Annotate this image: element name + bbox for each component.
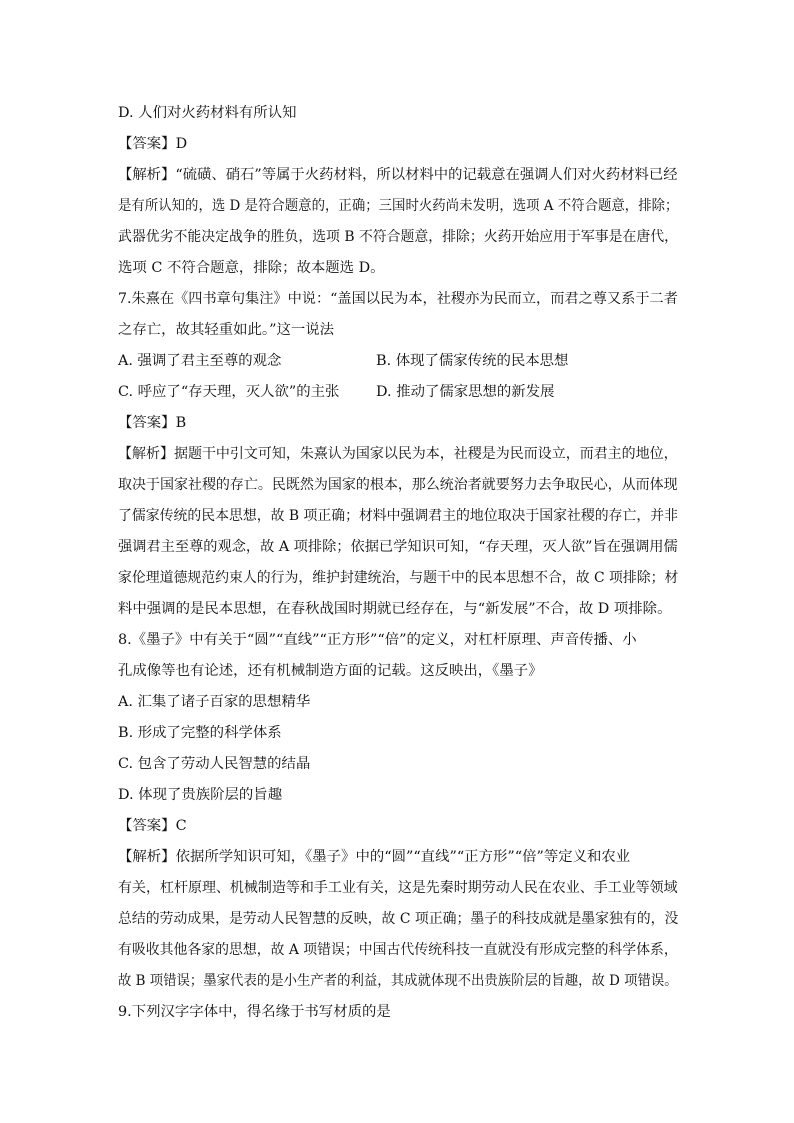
q7-analysis-line-6: 料中强调的是民本思想，在春秋战国时期就已经存在，与“新发展”不合，故 D 项排除。 — [118, 601, 672, 617]
q7-stem-line-2: 之存亡，故其轻重如此。”这一说法 — [118, 322, 335, 338]
q7-analysis-line-4: 强调君主至尊的观念，故 A 项排除；依据已学知识可知，“存天理，灭人欲”旨在强调用儒 — [118, 539, 678, 555]
q7-option-b: B. 体现了儒家传统的民本思想 — [376, 353, 569, 369]
q6-answer: 【答案】D — [118, 136, 188, 152]
q8-option-d: D. 体现了贵族阶层的旨趣 — [118, 787, 283, 803]
q8-analysis-line-4: 有吸收其他各家的思想，故 A 项错误；中国古代传统科技一直就没有形成完整的科学体系， — [118, 942, 678, 958]
q7-analysis-line-3: 了儒家传统的民本思想，故 B 项正确；材料中强调君主的地位取决于国家社稷的存亡，并非 — [118, 508, 678, 524]
q7-analysis-line-2: 取决于国家社稷的存亡。民既然为国家的根本，那么统治者就要努力去争取民心，从而体现 — [118, 477, 678, 493]
q8-option-a: A. 汇集了诸子百家的思想精华 — [118, 694, 311, 710]
q7-option-c: C. 呼应了“存天理，灭人欲”的主张 — [118, 384, 340, 400]
q6-analysis-line-2: 是有所认知的，选 D 是符合题意的，正确；三国时火药尚未发明，选项 A 不符合题意，排除； — [118, 198, 679, 214]
q7-stem-line-1: 7.朱熹在《四书章句集注》中说：“盖国以民为本，社稷亦为民而立，而君之尊又系于二者 — [118, 291, 678, 307]
q7-analysis-line-1: 【解析】据题干中引文可知，朱熹认为国家以民为本，社稷是为民而设立，而君主的地位， — [118, 446, 678, 462]
q8-option-c: C. 包含了劳动人民智慧的结晶 — [118, 756, 311, 772]
q6-analysis-line-4: 选项 C 不符合题意，排除；故本题选 D。 — [118, 260, 385, 276]
q7-answer: 【答案】B — [118, 415, 187, 431]
q8-analysis-line-5: 故 B 项错误；墨家代表的是小生产者的利益，其成就体现不出贵族阶层的旨趣，故 D 项错误。 — [118, 973, 678, 989]
q7-options-row-2 — [118, 377, 678, 408]
q9-stem: 9.下列汉字字体中，得名缘于书写材质的是 — [118, 1004, 391, 1020]
q8-analysis-line-1: 【解析】依据所学知识可知，《墨子》中的“圆”“直线”“正方形”“倍”等定义和农业 — [118, 849, 631, 865]
q6-option-d: D. 人们对火药材料有所认知 — [118, 105, 297, 121]
q7-options-row-1 — [118, 346, 678, 377]
q8-analysis-line-2: 有关，杠杆原理、机械制造等和手工业有关，这是先秦时期劳动人民在农业、手工业等领域 — [118, 880, 678, 896]
q7-analysis-line-5: 家伦理道德规范约束人的行为，维护封建统治，与题干中的民本思想不合，故 C 项排除；材 — [118, 570, 679, 586]
q7-option-d: D. 推动了儒家思想的新发展 — [376, 384, 555, 400]
q6-analysis-line-3: 武器优劣不能决定战争的胜负，选项 B 不符合题意，排除；火药开始应用于军事是在唐代， — [118, 229, 678, 245]
q8-stem-line-1: 8.《墨子》中有关于“圆”“直线”“正方形”“倍”的定义，对杠杆原理、声音传播、小 — [118, 632, 637, 648]
q8-analysis-line-3: 总结的劳动成果，是劳动人民智慧的反映，故 C 项正确；墨子的科技成就是墨家独有的，没 — [118, 911, 679, 927]
q8-option-b: B. 形成了完整的科学体系 — [118, 725, 282, 741]
q8-stem-line-2: 孔成像等也有论述，还有机械制造方面的记载。这反映出，《墨子》 — [118, 663, 543, 679]
q8-answer: 【答案】C — [118, 818, 187, 834]
document-page — [118, 98, 678, 1028]
q7-option-a: A. 强调了君主至尊的观念 — [118, 353, 282, 369]
q6-analysis-line-1: 【解析】“硫磺、硝石”等属于火药材料，所以材料中的记载意在强调人们对火药材料已经 — [118, 167, 678, 183]
